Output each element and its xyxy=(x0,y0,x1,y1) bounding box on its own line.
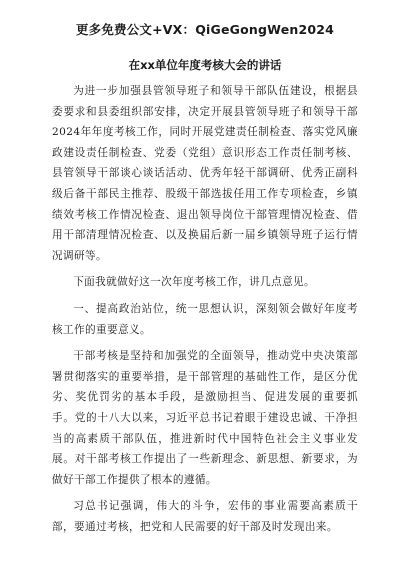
promo-header: 更多免费公文+VX：QiGeGongWen2024 xyxy=(75,22,335,37)
paragraph-4: 干部考核是坚持和加强党的全面领导，推动党中央决策部署贯彻落实的重要举措，是干部管理的基础性工作，是区分优劣、奖优罚劣的基本手段，是激励担当、促进发展的重要抓手。党的十八大以来，习近平总书记着眼于建设忠诚、干净担当的高素质干部队伍，推进新时代中国特色社会主义事业发展。对干部考核工作提出了一些新理念、新思想、新要求，为做好干部工作提供了根本的遵循。 xyxy=(52,350,358,486)
paragraph-5: 习总书记强调，伟大的斗争，宏伟的事业需要高素质干部，要通过考核，把党和人民需要的好干部及时发现出来。 xyxy=(52,500,358,533)
document-body xyxy=(52,81,358,537)
paragraph-1: 为进一步加强县管领导班子和领导干部队伍建设，根据县委要求和县委组织部安排，决定开展县管领导班子和领导干部2024年年度考核工作，同时开展党建责任制检查、落实党风廉政建设责任制检查、党委（党组）意识形态工作责任制考核、县管领导干部谈心谈话活动、优秀年轻干部调研、优秀正副科级后备干部民主推荐、股级干部选拔任用工作专项检查，乡镇绩效考核工作情况检查、退出领导岗位干部管理情况检查、借用干部清理情况检查、以及换届后新一届乡镇领导班子运行情况调研等。 xyxy=(52,85,358,262)
document-title: 在xx单位年度考核大会的讲话 xyxy=(128,58,282,72)
paragraph-2: 下面我就做好这一次年度考核工作，讲几点意见。 xyxy=(73,276,316,289)
paragraph-3: 一、提高政治站位，统一思想认识，深刻领会做好年度考核工作的重要意义。 xyxy=(52,302,358,336)
